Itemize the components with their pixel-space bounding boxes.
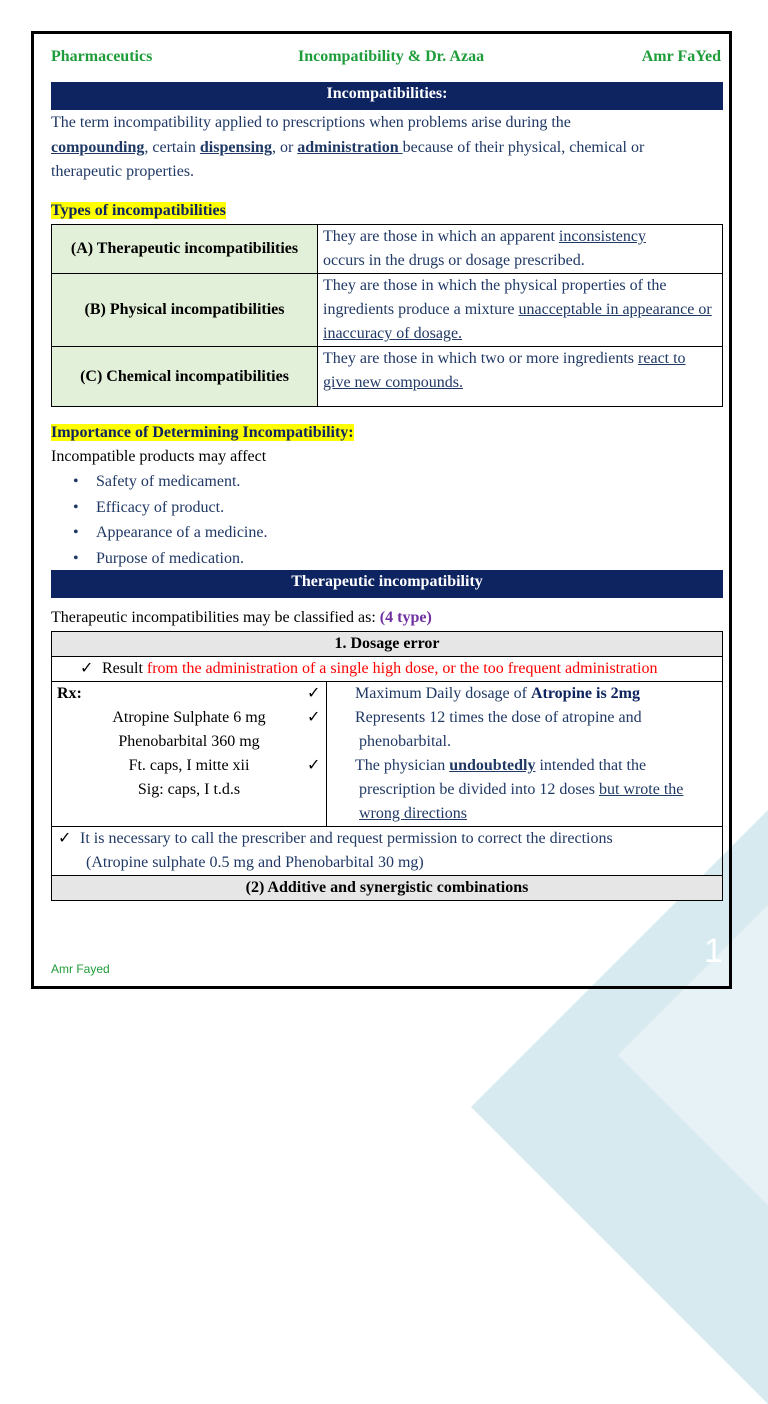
types-table — [51, 224, 723, 407]
desc-underlined: inconsistency — [558, 228, 646, 245]
note-text: Maximum Daily dosage of — [355, 685, 531, 702]
importance-intro: Incompatible products may affect — [51, 448, 267, 465]
intro-line-3: therapeutic properties. — [51, 163, 195, 180]
types-heading — [51, 199, 226, 224]
desc-text: They are those in which the physical properties of the ingredients produce a mixture — [323, 277, 667, 318]
type-label: (C) Chemical incompatibilities — [52, 347, 318, 407]
type-description — [318, 347, 723, 407]
importance-list — [51, 469, 267, 571]
result-text: from the administration of a single high dose, or the too frequent administration — [146, 660, 658, 677]
footer-author: Amr Fayed — [51, 962, 110, 976]
table-row — [52, 632, 723, 657]
term-compounding: compounding — [51, 138, 145, 156]
table-row — [52, 876, 723, 901]
intro-line-1: The term incompatibility applied to prescriptions when problems arise during the — [51, 114, 571, 131]
type-label: (B) Physical incompatibilities — [52, 274, 318, 347]
rx-line: Sig: caps, I t.d.s — [137, 781, 241, 798]
page-number: 1 — [704, 932, 723, 970]
intro-paragraph — [51, 111, 723, 185]
necessary-line-2: (Atropine sulphate 0.5 mg and Phenobarbital 30 mg) — [86, 854, 424, 871]
rx-line: Phenobarbital 360 mg — [118, 733, 260, 750]
result-row — [52, 657, 723, 682]
table-row — [52, 657, 723, 682]
note-item — [307, 682, 717, 706]
intro-sep-2: , or — [271, 138, 298, 156]
note-bold-underlined: undoubtedly — [449, 757, 536, 774]
table-row — [52, 274, 723, 347]
type-description — [318, 225, 723, 274]
check-icon: ✓ — [307, 757, 321, 774]
list-item: • Safety of medicament. — [51, 469, 267, 495]
check-icon: ✓ — [307, 685, 321, 702]
necessary-text: It is necessary to call the prescriber and request permission to correct the directions — [80, 830, 613, 847]
classified-count: (4 type) — [379, 609, 432, 626]
section-bar-therapeutic: Therapeutic incompatibility — [51, 570, 723, 598]
desc-text: They are those in which an apparent — [323, 228, 559, 245]
note-underlined: but wrote the wrong directions — [359, 781, 684, 822]
rx-line: Ft. caps, I mitte xii — [128, 757, 250, 774]
type-label: (A) Therapeutic incompatibilities — [52, 225, 318, 274]
term-administration: administration — [297, 138, 403, 156]
intro-line-2-tail: because of their physical, chemical or — [402, 138, 645, 156]
header-topic: Incompatibility & Dr. Azaa — [298, 48, 485, 65]
table-row — [52, 827, 723, 876]
note-bold: Atropine is 2mg — [530, 685, 641, 702]
note-text: intended that the prescription be divided into 12 doses — [359, 757, 647, 798]
necessary-row — [52, 827, 723, 876]
desc-underlined: unacceptable in appearance or inaccuracy of dosage. — [323, 301, 712, 342]
header-subject: Pharmaceutics — [51, 48, 153, 65]
check-icon: ✓ — [80, 660, 94, 677]
classified-line — [51, 606, 432, 631]
rx-label: Rx: — [57, 685, 82, 702]
dosage-error-table — [51, 631, 723, 901]
page-header — [51, 48, 721, 68]
notes-cell — [307, 682, 723, 827]
rx-line: Atropine Sulphate 6 mg — [112, 709, 266, 726]
note-text: The physician — [355, 757, 450, 774]
next-section-title: (2) Additive and synergistic combinations — [52, 876, 723, 901]
importance-heading-text: Importance of Determining Incompatibility: — [51, 424, 354, 441]
check-icon: ✓ — [58, 830, 72, 847]
check-icon: ✓ — [307, 709, 321, 726]
desc-text: They are those in which two or more ingredients — [323, 350, 639, 367]
note-item — [307, 754, 717, 826]
term-dispensing: dispensing — [199, 138, 272, 156]
necessary-line — [58, 827, 717, 851]
section-bar-incompatibilities: Incompatibilities: — [51, 82, 723, 110]
table-row — [52, 225, 723, 274]
desc-underlined: react to give new compounds. — [323, 350, 686, 391]
importance-heading — [51, 421, 354, 446]
dosage-title: 1. Dosage error — [52, 632, 723, 657]
list-item: • Efficacy of product. — [51, 495, 267, 521]
note-text: Represents 12 times the dose of atropine and phenobarbital. — [355, 709, 642, 750]
rx-cell — [52, 682, 327, 827]
classified-text: Therapeutic incompatibilities may be classified as: — [51, 609, 380, 626]
types-heading-text: Types of incompatibilities — [51, 202, 226, 219]
header-author: Amr FaYed — [641, 48, 721, 65]
list-item: • Appearance of a medicine. — [51, 520, 267, 546]
list-item: • Purpose of medication. — [51, 546, 267, 572]
table-row — [52, 347, 723, 407]
type-description — [318, 274, 723, 347]
desc-text-2: occurs in the drugs or dosage prescribed. — [323, 252, 585, 269]
intro-sep-1: , certain — [144, 138, 200, 156]
result-label: Result — [102, 660, 147, 677]
note-item — [307, 706, 717, 754]
table-row — [52, 682, 723, 827]
